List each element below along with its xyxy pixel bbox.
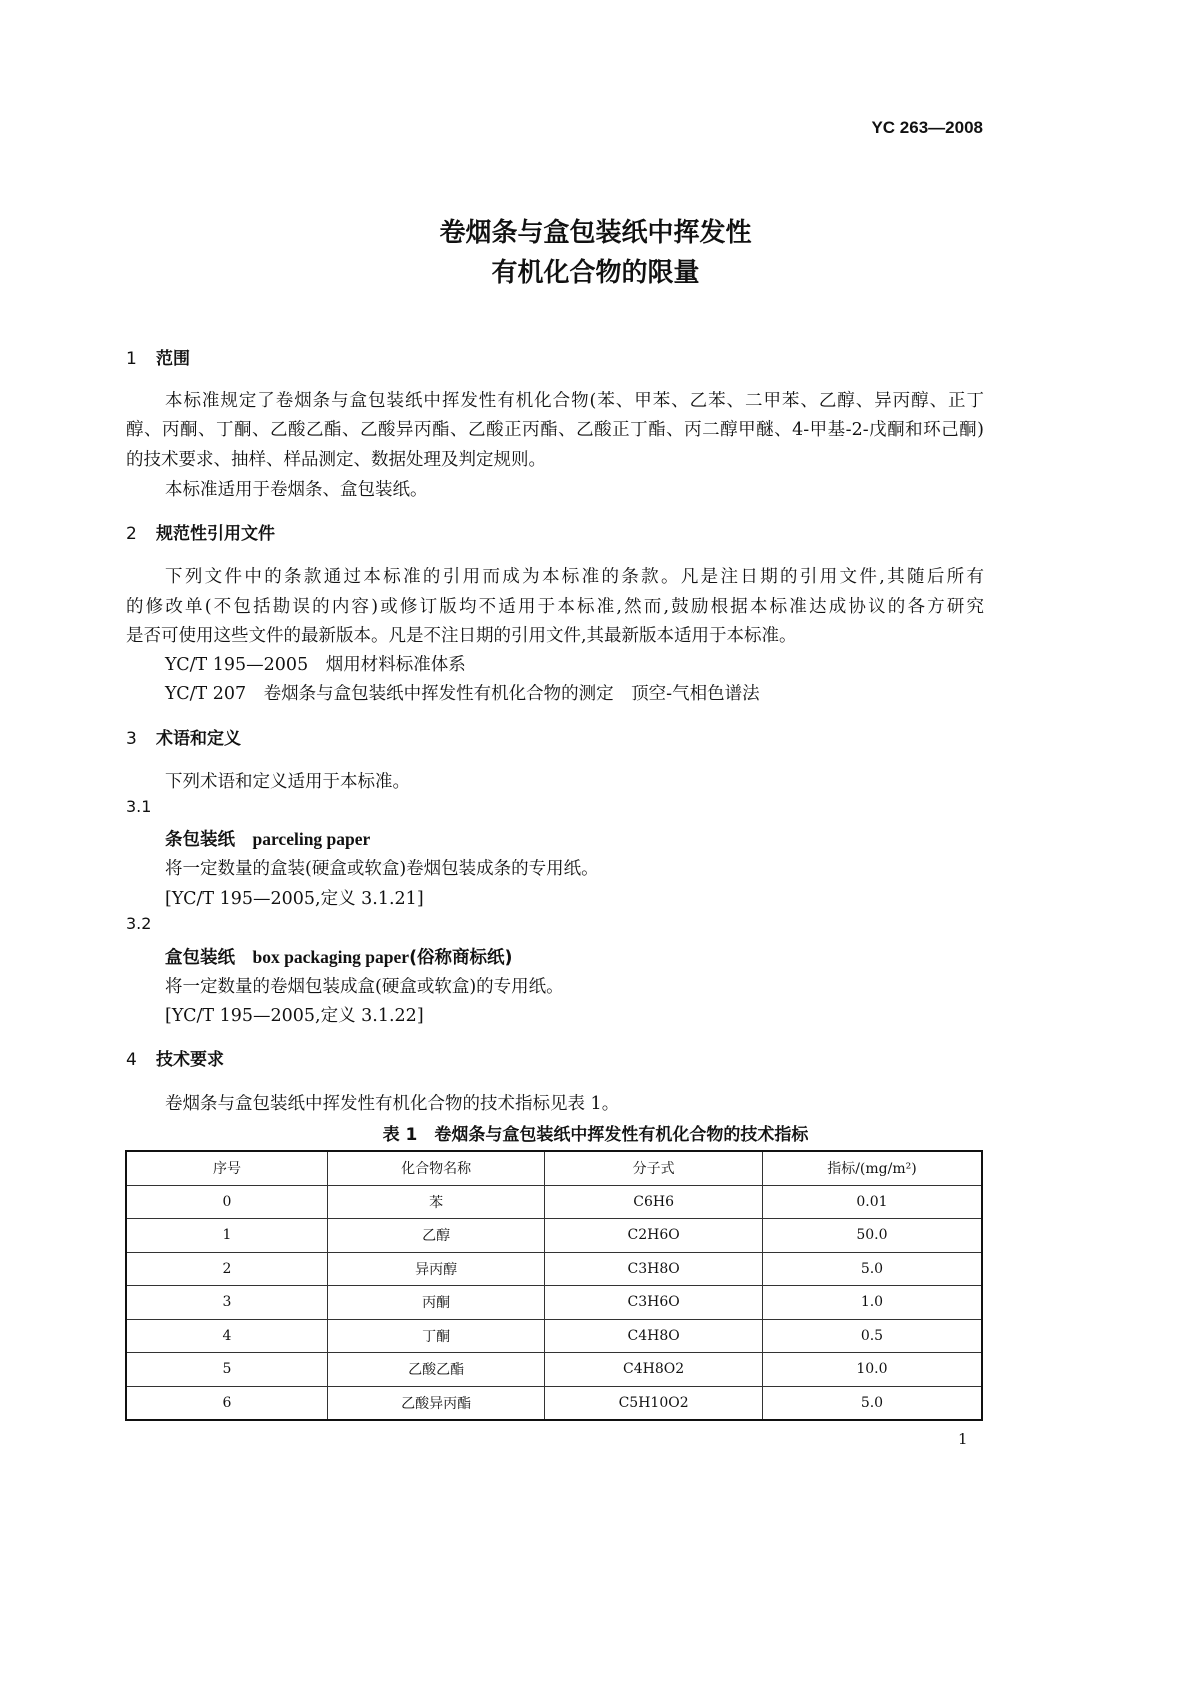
term-source: [YC/T 195—2005,定义 3.1.21] [165, 889, 424, 909]
cell-limit: 0.01 [762, 1185, 982, 1219]
term-cn: 盒包装纸 [165, 948, 235, 968]
cell-index: 1 [126, 1219, 327, 1253]
table-row [126, 1185, 982, 1219]
reference-item [165, 651, 466, 676]
cell-compound: 乙醇 [327, 1219, 544, 1253]
table-caption: 表 1 卷烟条与盒包装纸中挥发性有机化合物的技术指标 [382, 1125, 809, 1145]
section-number: 3 [126, 729, 137, 749]
page-number: 1 [958, 1430, 968, 1448]
table-header-row [126, 1151, 982, 1185]
term-definition: 将一定数量的盒装(硬盒或软盒)卷烟包装成条的专用纸。 [165, 859, 599, 879]
paragraph-line: 醇、丙酮、丁酮、乙酸乙酯、乙酸异丙酯、乙酸正丙酯、乙酸正丁酯、丙二醇甲醚、4-甲基-2-戊酮和环己酮) [126, 420, 984, 440]
section-number: 1 [126, 349, 137, 369]
cell-formula: C3H8O [545, 1252, 763, 1286]
cell-formula: C6H6 [545, 1185, 763, 1219]
paragraph-line: 本标准适用于卷烟条、盒包装纸。 [165, 480, 428, 500]
table-row [126, 1319, 982, 1353]
table-row [126, 1219, 982, 1253]
term-cn: 条包装纸 [165, 830, 235, 850]
cell-limit: 5.0 [762, 1252, 982, 1286]
table-row [126, 1252, 982, 1286]
reference-title: 卷烟条与盒包装纸中挥发性有机化合物的测定 顶空-气相色谱法 [263, 684, 760, 704]
cell-index: 2 [126, 1252, 327, 1286]
term-number: 3.2 [126, 914, 152, 933]
document-title-line-1: 卷烟条与盒包装纸中挥发性 [439, 218, 752, 248]
reference-code: YC/T 207 [165, 684, 247, 704]
cell-limit: 1.0 [762, 1286, 982, 1320]
cell-formula: C2H6O [545, 1219, 763, 1253]
cell-limit: 5.0 [762, 1386, 982, 1420]
limits-table [125, 1150, 983, 1421]
reference-title: 烟用材料标准体系 [325, 655, 466, 675]
term-en: box packaging paper [252, 947, 410, 967]
section-3-heading [126, 724, 241, 749]
section-1-heading [126, 344, 190, 369]
cell-formula: C3H6O [545, 1286, 763, 1320]
cell-index: 6 [126, 1386, 327, 1420]
section-4-heading [126, 1045, 224, 1070]
term-number: 3.1 [126, 797, 152, 816]
cell-compound: 乙酸异丙酯 [327, 1386, 544, 1420]
term-en: parceling paper [252, 829, 371, 849]
column-header-compound: 化合物名称 [327, 1151, 544, 1185]
cell-compound: 乙酸乙酯 [327, 1353, 544, 1387]
cell-limit: 50.0 [762, 1219, 982, 1253]
paragraph-line: 下列文件中的条款通过本标准的引用而成为本标准的条款。凡是注日期的引用文件,其随后所有 [165, 567, 984, 587]
cell-formula: C5H10O2 [545, 1386, 763, 1420]
term-heading [165, 826, 370, 851]
reference-item [165, 680, 760, 705]
section-number: 4 [126, 1050, 137, 1070]
standard-number: YC 263—2008 [871, 118, 983, 137]
table-row [126, 1353, 982, 1387]
cell-index: 3 [126, 1286, 327, 1320]
column-header-formula: 分子式 [545, 1151, 763, 1185]
cell-compound: 异丙醇 [327, 1252, 544, 1286]
cell-compound: 丁酮 [327, 1319, 544, 1353]
column-header-index: 序号 [126, 1151, 327, 1185]
section-number: 2 [126, 524, 137, 544]
term-note: (俗称商标纸) [409, 948, 513, 968]
cell-formula: C4H8O [545, 1319, 763, 1353]
paragraph-line: 的技术要求、抽样、样品测定、数据处理及判定规则。 [126, 450, 546, 470]
term-heading [165, 944, 513, 969]
table-row [126, 1386, 982, 1420]
paragraph-line: 本标准规定了卷烟条与盒包装纸中挥发性有机化合物(苯、甲苯、乙苯、二甲苯、乙醇、异丙醇、正丁 [165, 391, 984, 411]
term-source: [YC/T 195—2005,定义 3.1.22] [165, 1006, 424, 1026]
term-definition: 将一定数量的卷烟包装成盒(硬盒或软盒)的专用纸。 [165, 977, 564, 997]
cell-compound: 苯 [327, 1185, 544, 1219]
column-header-limit: 指标/(mg/m²) [762, 1151, 982, 1185]
document-title-line-2: 有机化合物的限量 [491, 258, 700, 288]
paragraph-line: 下列术语和定义适用于本标准。 [165, 772, 410, 792]
paragraph-line: 是否可使用这些文件的最新版本。凡是不注日期的引用文件,其最新版本适用于本标准。 [126, 626, 797, 646]
paragraph-line: 卷烟条与盒包装纸中挥发性有机化合物的技术指标见表 1。 [165, 1094, 620, 1114]
section-title: 范围 [156, 349, 190, 369]
section-title: 规范性引用文件 [156, 524, 275, 544]
section-2-heading [126, 519, 275, 544]
cell-index: 0 [126, 1185, 327, 1219]
cell-limit: 10.0 [762, 1353, 982, 1387]
cell-limit: 0.5 [762, 1319, 982, 1353]
section-title: 技术要求 [156, 1050, 224, 1070]
paragraph-line: 的修改单(不包括勘误的内容)或修订版均不适用于本标准,然而,鼓励根据本标准达成协议的各方研究 [126, 597, 984, 617]
cell-formula: C4H8O2 [545, 1353, 763, 1387]
cell-index: 5 [126, 1353, 327, 1387]
cell-index: 4 [126, 1319, 327, 1353]
table-row [126, 1286, 982, 1320]
section-title: 术语和定义 [156, 729, 241, 749]
reference-code: YC/T 195—2005 [165, 655, 309, 675]
cell-compound: 丙酮 [327, 1286, 544, 1320]
